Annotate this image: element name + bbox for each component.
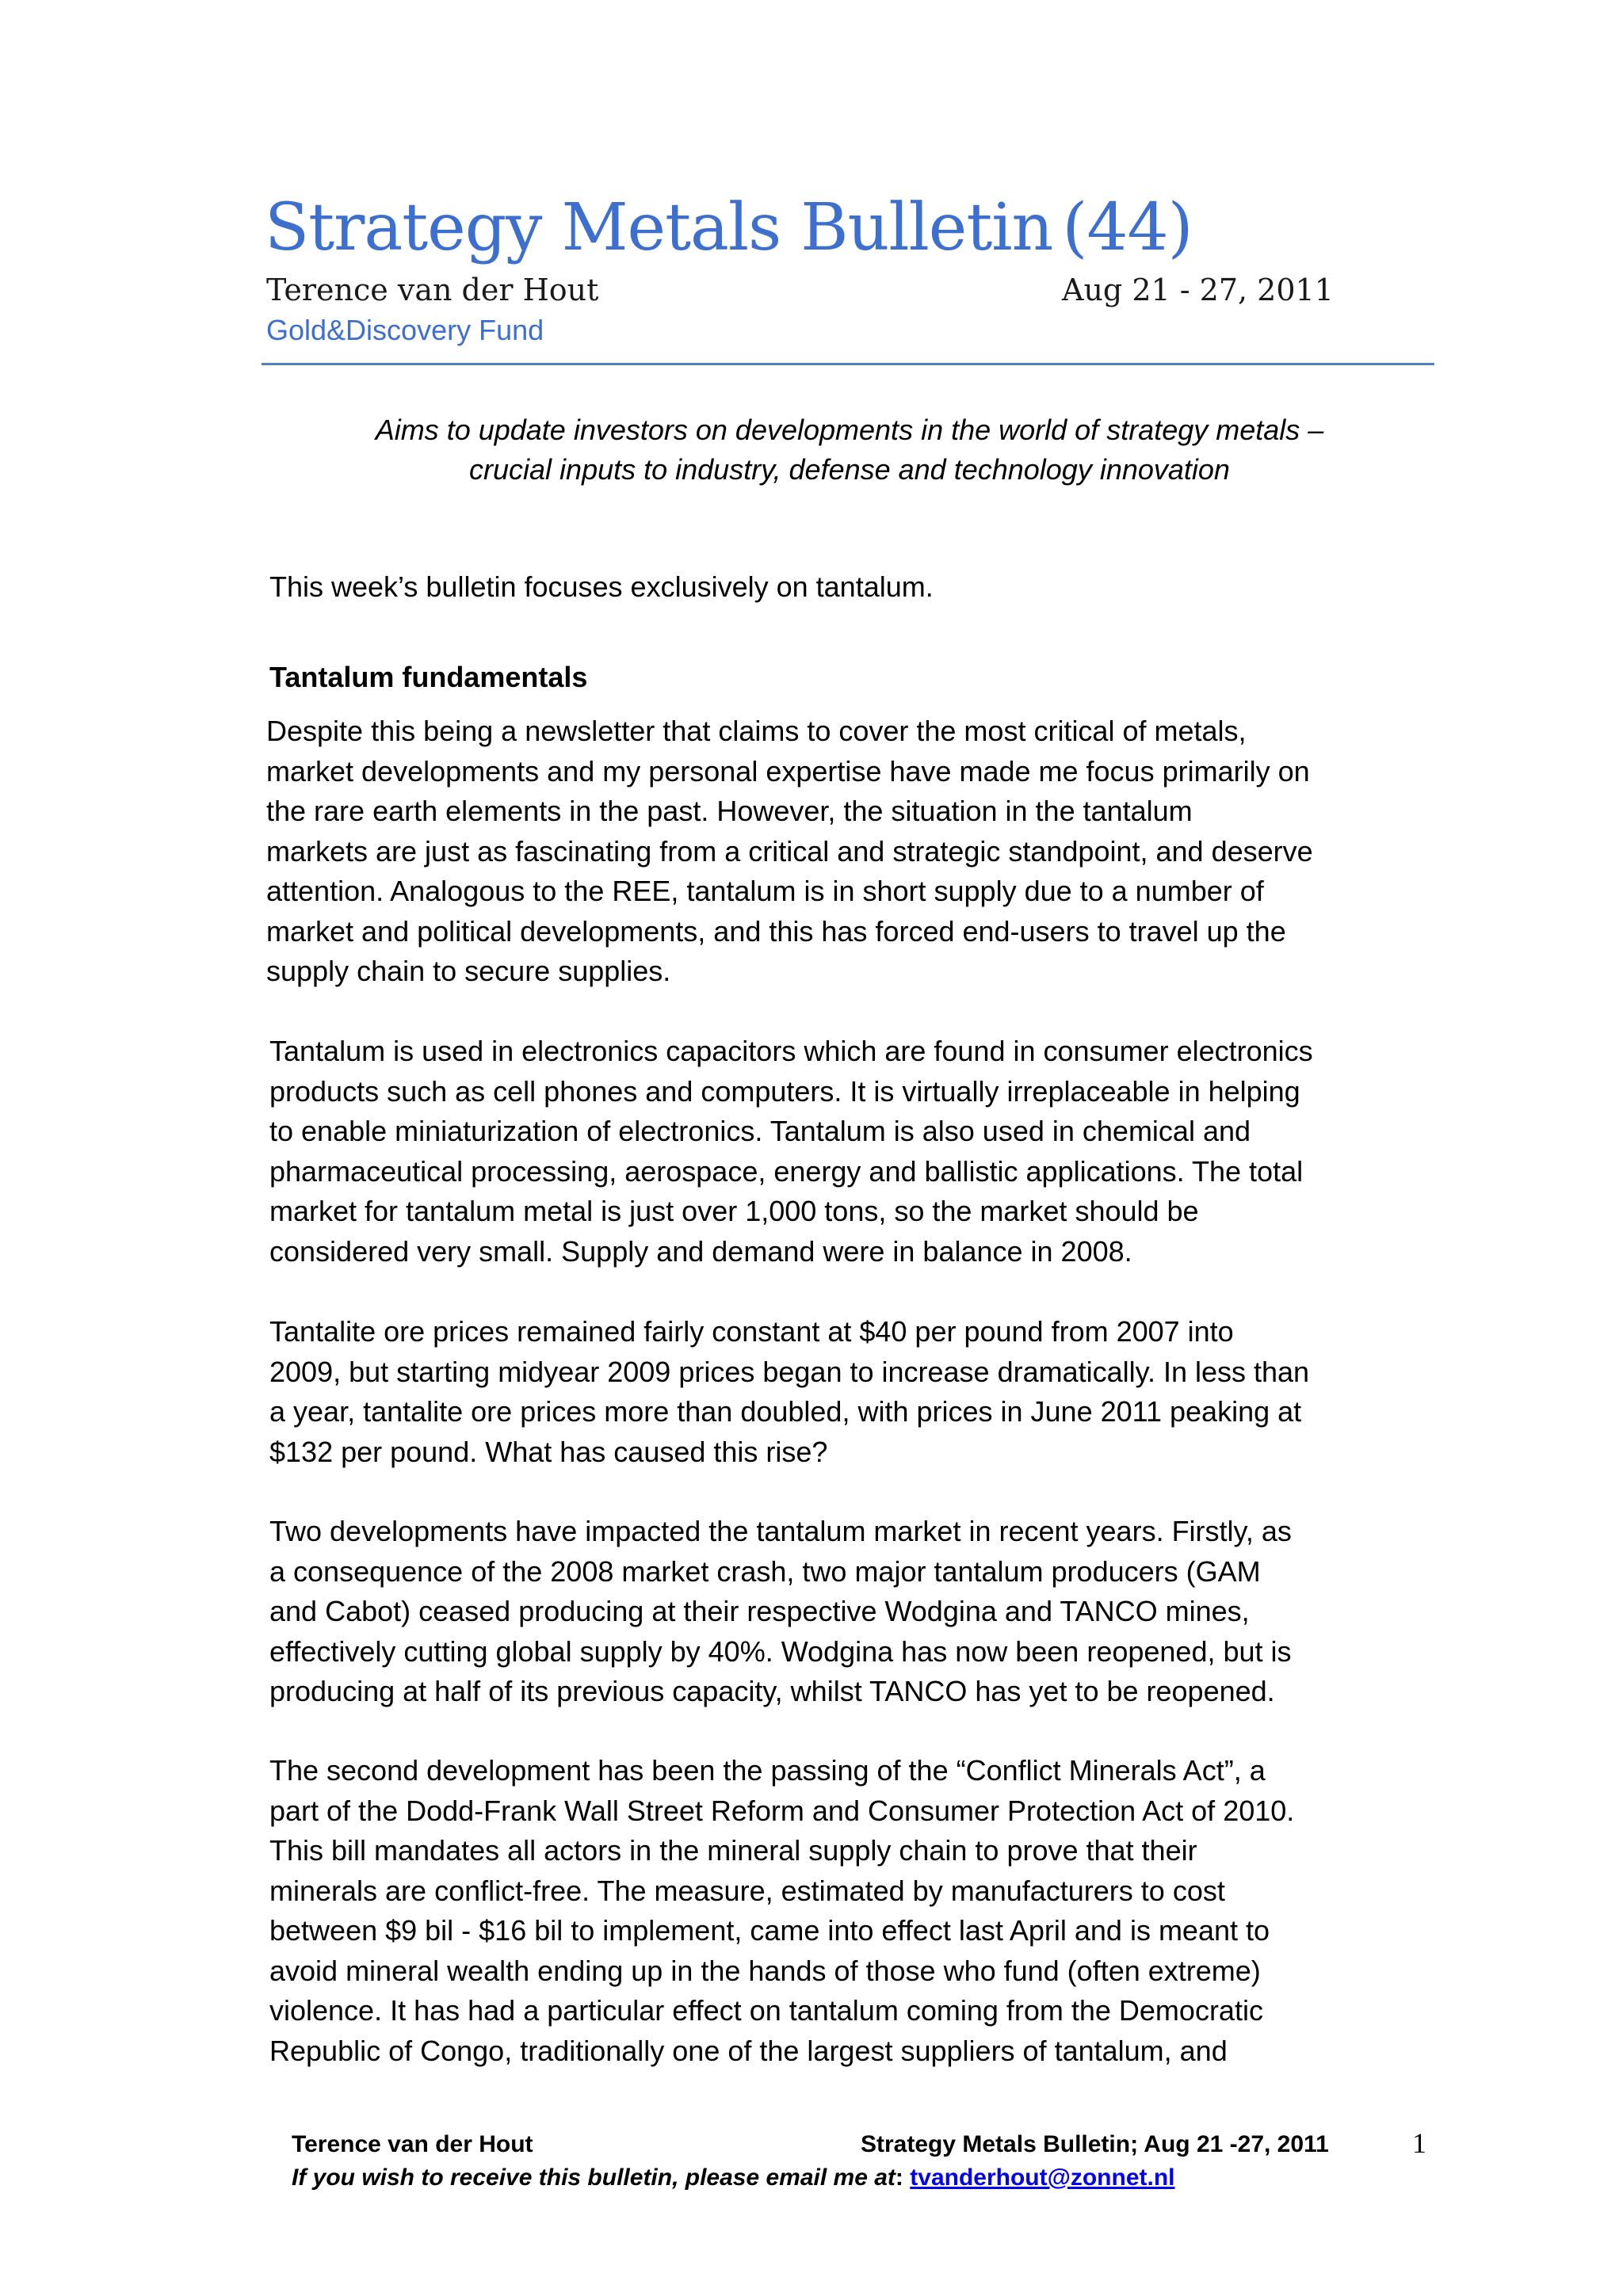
paragraph-line: avoid mineral wealth ending up in the hands of those who fund (often extreme) [269, 1954, 1261, 1987]
footer-author: Terence van der Hout [292, 2131, 533, 2157]
bulletin-title [265, 189, 1434, 268]
paragraph [269, 1312, 1395, 1472]
paragraph-line: Tantalite ore prices remained fairly constant at $40 per pound from 2007 into [269, 1315, 1234, 1348]
page-footer [292, 2128, 1449, 2195]
section-heading: Tantalum fundamentals [269, 661, 588, 693]
footer-note [292, 2161, 1449, 2195]
date-range: Aug 21 - 27, 2011 [1062, 273, 1334, 307]
paragraph-line: part of the Dodd-Frank Wall Street Reform and Consumer Protection Act of 2010. [269, 1794, 1295, 1827]
paragraph [269, 1751, 1395, 2071]
paragraph-line: violence. It has had a particular effect on tantalum coming from the Democratic [269, 1994, 1263, 2027]
paragraph-line: 2009, but starting midyear 2009 prices began to increase dramatically. In less than [269, 1355, 1310, 1388]
footer-bulletin: Strategy Metals Bulletin; Aug 21 -27, 2011 [861, 2131, 1329, 2157]
paragraph-line: effectively cutting global supply by 40%. Wodgina has now been reopened, but is [269, 1634, 1292, 1668]
title-text: Strategy Metals Bulletin [265, 190, 1053, 265]
paragraph-line: a consequence of the 2008 market crash, two major tantalum producers (GAM [269, 1554, 1261, 1588]
paragraph-line: a year, tantalite ore prices more than doubled, with prices in June 2011 peaking at [269, 1395, 1302, 1428]
footer-row [292, 2128, 1449, 2161]
intro-paragraph: This week’s bulletin focuses exclusively on tantalum. [269, 570, 934, 603]
paragraph-line: market developments and my personal expertise have made me focus primarily on [266, 754, 1310, 788]
header [265, 189, 1434, 350]
paragraph-line: market for tantalum metal is just over 1,000 tons, so the market should be [269, 1195, 1199, 1227]
footer-note-text: If you wish to receive this bulletin, please email me at [292, 2164, 896, 2191]
paragraph-line: and Cabot) ceased producing at their respective Wodgina and TANCO mines, [269, 1595, 1250, 1627]
byline [265, 269, 1434, 311]
paragraph-line: The second development has been the passing of the “Conflict Minerals Act”, a [269, 1754, 1266, 1787]
paragraph-line: markets are just as fascinating from a critical and strategic standpoint, and deserve [266, 834, 1313, 868]
paragraph-line: Despite this being a newsletter that claims to cover the most critical of metals, [266, 715, 1247, 747]
paragraph-line: This bill mandates all actors in the mineral supply chain to prove that their [269, 1834, 1197, 1867]
paragraph-line: to enable miniaturization of electronics. Tantalum is also used in chemical and [269, 1115, 1251, 1147]
fund-name: Gold&Discovery Fund [266, 314, 544, 346]
page-number: 1 [1412, 2127, 1426, 2159]
author-name: Terence van der Hout [266, 273, 599, 307]
paragraph-line: market and political developments, and this has forced end-users to travel up the [266, 914, 1286, 948]
email-link[interactable]: tvanderhout@zonnet.nl [910, 2164, 1175, 2191]
aims-line: crucial inputs to industry, defense and technology innovation [469, 453, 1230, 486]
aims-line: Aims to update investors on developments in the world of strategy metals – [375, 414, 1324, 446]
paragraph-line: minerals are conflict-free. The measure, estimated by manufacturers to cost [269, 1874, 1225, 1907]
header-divider [262, 363, 1434, 365]
paragraph-line: the rare earth elements in the past. However, the situation in the tantalum [266, 795, 1193, 827]
issue-number: (44) [1062, 190, 1193, 265]
paragraph-line: products such as cell phones and computers. It is virtually irreplaceable in helping [269, 1074, 1300, 1108]
paragraph-line: considered very small. Supply and demand were in balance in 2008. [269, 1234, 1132, 1268]
paragraph-line: Republic of Congo, traditionally one of the largest suppliers of tantalum, and [269, 2034, 1228, 2067]
paragraph-line: $132 per pound. What has caused this rise? [269, 1435, 828, 1468]
paragraph-line: between $9 bil - $16 bil to implement, came into effect last April and is meant to [269, 1914, 1270, 1947]
paragraph [269, 1512, 1395, 1712]
paragraph-line: attention. Analogous to the REE, tantalum is in short supply due to a number of [266, 875, 1264, 907]
aims-statement [265, 410, 1434, 490]
paragraph-line: Tantalum is used in electronics capacitors which are found in consumer electronics [269, 1035, 1313, 1067]
paragraph-line: Two developments have impacted the tantalum market in recent years. Firstly, as [269, 1515, 1292, 1547]
footer-colon: : [895, 2164, 903, 2191]
paragraph-line: pharmaceutical processing, aerospace, energy and ballistic applications. The total [269, 1154, 1304, 1188]
paragraph [266, 711, 1392, 992]
paragraph-line: producing at half of its previous capacity, whilst TANCO has yet to be reopened. [269, 1675, 1275, 1707]
paragraph-line: supply chain to secure supplies. [266, 955, 671, 987]
paragraph [269, 1032, 1395, 1272]
